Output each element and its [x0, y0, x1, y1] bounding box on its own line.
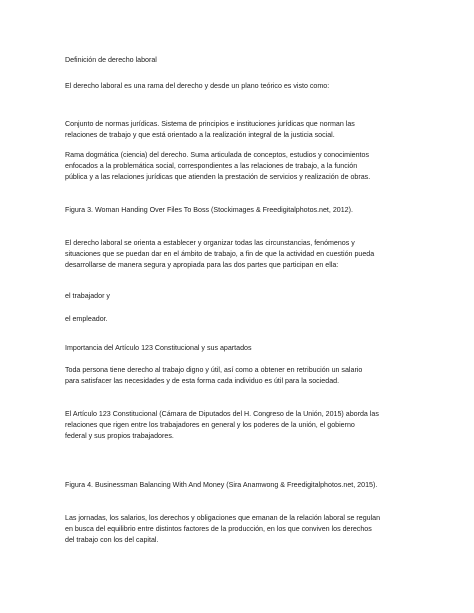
paragraph-line: el trabajador y — [65, 292, 110, 300]
heading-text: Definición de derecho laboral — [65, 56, 157, 64]
paragraph-line: El derecho laboral se orienta a establecer y organizar todas las circunstancias, fenómenos y — [65, 239, 355, 247]
paragraph-line: relaciones de trabajo y que está orientado a la realización integral de la justicia social. — [65, 131, 335, 140]
paragraph-line: situaciones que se puedan dar en el ámbito de trabajo, a fin de que la actividad en cuestión pueda — [65, 250, 375, 259]
paragraph-line: enfocados a la problemática social, correspondientes a las relaciones de trabajo, a la función — [65, 162, 358, 171]
paragraph-line: El Artículo 123 Constitucional (Cámara de Diputados del H. Congreso de la Unión, 2015) aborda las — [65, 410, 379, 418]
paragraph-line: pública y a las relaciones jurídicas que atienden la prestación de servicios y realización de obras. — [65, 173, 371, 182]
caption-line: Figura 4. Businessman Balancing With And Money (Sira Anamwong & Freedigitalphotos.net, 2015). — [65, 481, 378, 489]
figure-4-caption — [65, 480, 425, 491]
paragraph-line: desarrollarse de manera segura y apropiada para las dos partes que participan en ella: — [65, 261, 339, 270]
party-employer — [65, 314, 425, 325]
section-heading — [65, 55, 425, 66]
subsection-heading — [65, 343, 425, 354]
intro-paragraph — [65, 81, 425, 92]
paragraph-line: Las jornadas, los salarios, los derechos y obligaciones que emanan de la relación laboral se regulan — [65, 514, 381, 522]
figure-3-caption — [65, 205, 425, 216]
paragraph-line: en busca del equilibrio entre distintos factores de la producción, en los que conviven los derechos — [65, 525, 372, 534]
definition-paragraph-2 — [65, 150, 425, 184]
purpose-paragraph — [65, 238, 425, 272]
caption-line: Figura 3. Woman Handing Over Files To Boss (Stockimages & Freedigitalphotos.net, 2012). — [65, 206, 353, 214]
paragraph-line: el empleador. — [65, 315, 108, 323]
closing-paragraph — [65, 513, 425, 547]
paragraph-line: relaciones que rigen entre los trabajadores en general y los poderes de la unión, el gobierno — [65, 421, 355, 430]
right-to-work-paragraph — [65, 365, 425, 387]
heading-text: Importancia del Artículo 123 Constitucional y sus apartados — [65, 344, 252, 352]
definition-paragraph-1 — [65, 119, 425, 141]
paragraph-line: federal y sus propios trabajadores. — [65, 432, 174, 441]
paragraph-line: El derecho laboral es una rama del derecho y desde un plano teórico es visto como: — [65, 82, 330, 90]
paragraph-line: Conjunto de normas jurídicas. Sistema de principios e instituciones jurídicas que norman las — [65, 120, 355, 128]
paragraph-line: del trabajo con los del capital. — [65, 536, 159, 545]
paragraph-line: para satisfacer las necesidades y de esta forma cada individuo es útil para la sociedad. — [65, 377, 340, 386]
paragraph-line: Toda persona tiene derecho al trabajo digno y útil, así como a obtener en retribución un salario — [65, 366, 363, 374]
paragraph-line: Rama dogmática (ciencia) del derecho. Suma articulada de conceptos, estudios y conocimientos — [65, 151, 370, 159]
article-123-paragraph — [65, 409, 425, 443]
party-worker — [65, 291, 425, 302]
